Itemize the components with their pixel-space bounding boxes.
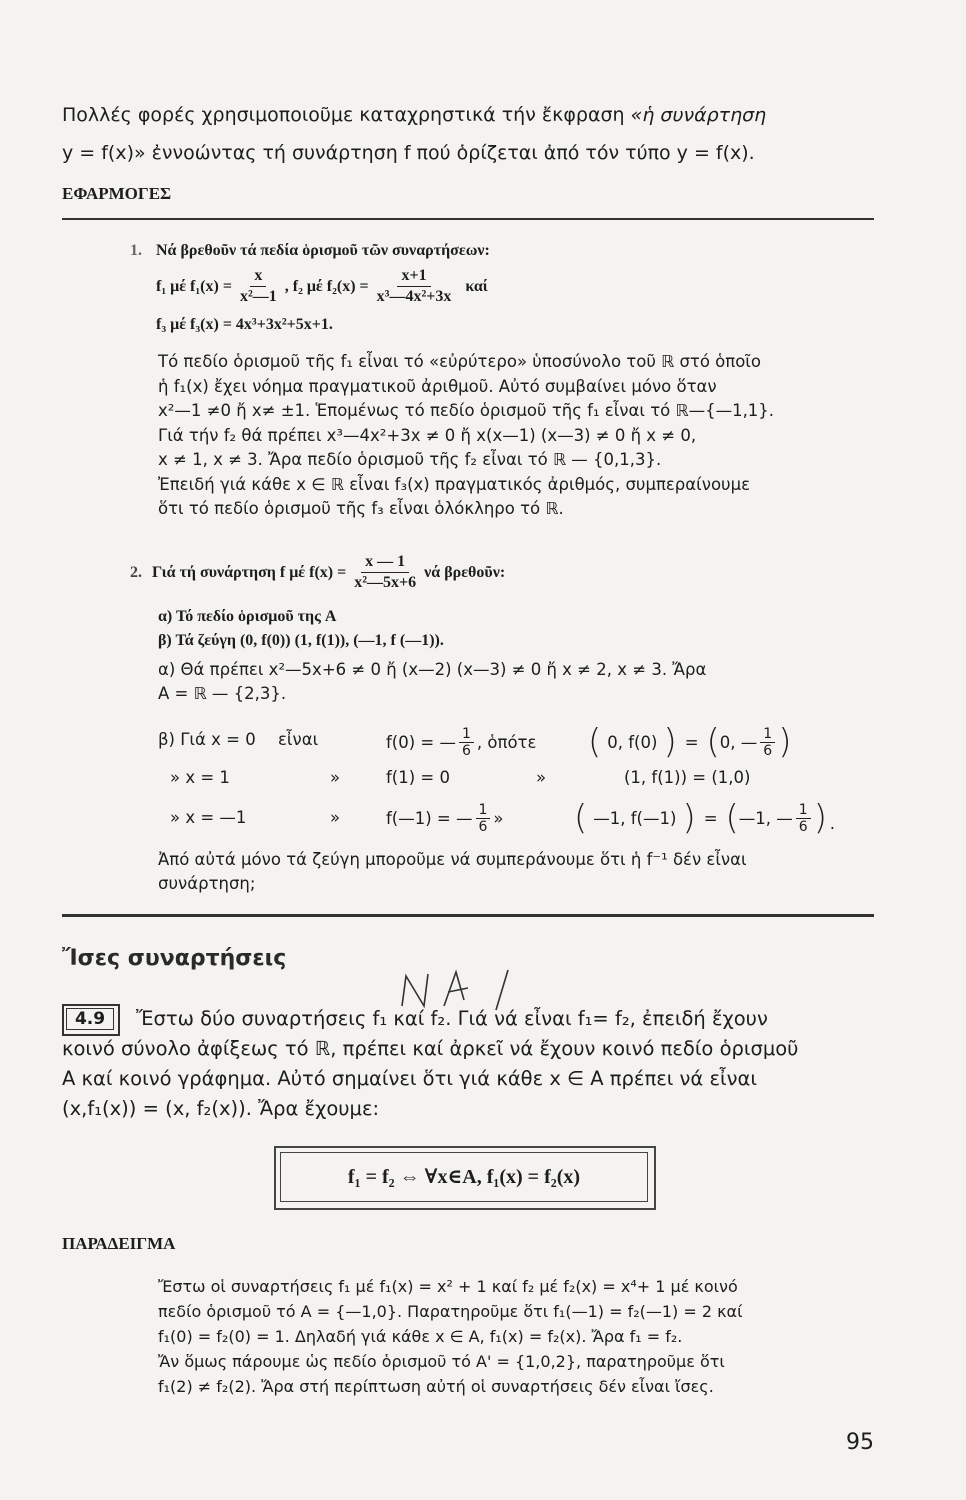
- right-paren-icon: ): [663, 722, 677, 762]
- row3-col1: » x = —1: [170, 808, 247, 827]
- solution-b-row-2: [170, 768, 874, 792]
- ex1-body-line: Γιά τήν f₂ θά πρέπει x³—4x²+3x ≠ 0 ἤ x(x—1) (x—3) ≠ 0 ἤ x ≠ 0,: [158, 425, 697, 445]
- row3-fraction: [476, 802, 491, 835]
- row1-col2: εἶναι: [278, 730, 319, 749]
- row2-col1: » x = 1: [170, 768, 230, 787]
- row3-pair-denominator: 6: [798, 818, 808, 835]
- ex1-body-line: x ≠ 1, x ≠ 3. Ἄρα πεδίο ὁρισμοῦ τῆς f₂ εἶναι τό ℝ — {0,1,3}.: [158, 450, 662, 469]
- solution-a-line-2: A = ℝ — {2,3}.: [158, 684, 287, 703]
- left-paren-icon: (: [588, 722, 602, 762]
- ex1-number: 1.: [130, 242, 142, 259]
- example-body: [158, 1274, 874, 1399]
- ex1-body-line: Τό πεδίο ὁρισμοῦ τῆς f₁ εἶναι τό «εὐρύτερο» ὑποσύνολο τοῦ ℝ στό ὁποῖο: [158, 352, 761, 371]
- ex2-number: 2.: [130, 563, 142, 581]
- f2-numerator: x+1: [397, 266, 430, 287]
- row1-pair-numerator: 1: [760, 726, 775, 743]
- solution-b-row-1: [158, 722, 874, 766]
- f1-prefix: f₁ μέ f₁(x) =: [156, 277, 232, 295]
- ex2-solution-a: [158, 658, 874, 706]
- ex2-title: [130, 552, 505, 593]
- section-line: κοινό σύνολο ἀφίξεως τό ℝ, πρέπει καί ἀρκεῖ νά ἔχουν κοινό πεδίο ὁρισμοῦ: [62, 1037, 799, 1060]
- page-number: 95: [846, 1430, 874, 1455]
- equality-formula-box: [274, 1146, 656, 1210]
- right-paren-icon: ): [778, 722, 792, 762]
- row3-pair-value: —1, —: [738, 808, 793, 828]
- row1-pair: [588, 722, 791, 762]
- row1-fraction-numerator: 1: [459, 726, 474, 743]
- row2-col3: f(1) = 0: [386, 768, 450, 787]
- row3-fraction-numerator: 1: [476, 802, 491, 819]
- left-paren-icon: (: [706, 722, 720, 762]
- right-paren-icon: ): [682, 798, 696, 838]
- conclusion-line-2: συνάρτηση;: [158, 874, 256, 893]
- ex1-body-line: Ἐπειδή γιά κάθε x ∈ ℝ εἶναι f₃(x) πραγματικός ἀριθμός, συμπεραίνουμε: [158, 474, 751, 494]
- row1-pair-inner: 0, f(0): [607, 732, 658, 752]
- solution-a-line-1: α) Θά πρέπει x²—5x+6 ≠ 0 ἤ (x—2) (x—3) ≠ 0 ἤ x ≠ 2, x ≠ 3. Ἄρα: [158, 660, 707, 679]
- section-rule: [62, 914, 874, 917]
- row2-col4: »: [536, 768, 547, 787]
- row3-pair-inner: —1, f(—1): [593, 808, 677, 828]
- row1-fraction-denominator: 6: [462, 742, 471, 759]
- ex1-body-line: ἡ f₁(x) ἔχει νόημα πραγματικοῦ ἀριθμοῦ. Αὐτό συμβαίνει μόνο ὅταν: [158, 376, 717, 396]
- f2-denominator: x³—4x²+3x: [376, 288, 452, 305]
- heading-rule: [62, 218, 874, 220]
- ex2-title-a: Γιά τή συνάρτηση f μέ f(x) =: [152, 563, 347, 581]
- section-line: (x,f₁(x)) = (x, f₂(x)). Ἄρα ἔχουμε:: [62, 1097, 380, 1120]
- right-paren-icon: ).: [813, 798, 838, 838]
- row2-col5: (1, f(1)) = (1,0): [624, 768, 751, 787]
- section-number: 4.9: [66, 1008, 114, 1030]
- row1-fraction: [459, 726, 474, 759]
- example-line: f₁(2) ≠ f₂(2). Ἄρα στή περίπτωση αὐτή οἱ συναρτήσεις δέν εἶναι ἴσες.: [158, 1377, 714, 1396]
- intro-line-2: y = f(x)» ἐννοώντας τή συνάρτηση f πού ὁρίζεται ἀπό τόν τύπο y = f(x).: [62, 142, 755, 164]
- example-line: πεδίο ὁρισμοῦ τό A = {—1,0}. Παρατηροῦμε ὅτι f₁(—1) = f₂(—1) = 2 καί: [158, 1302, 743, 1321]
- row1-pair-fraction: [760, 726, 775, 759]
- row3-col2: »: [330, 808, 341, 827]
- example-line: Ἄν ὅμως πάρουμε ὡς πεδίο ὁρισμοῦ τό A' = {1,0,2}, παρατηροῦμε ὅτι: [158, 1352, 725, 1371]
- f3-definition: f₃ μέ f₃(x) = 4x³+3x²+5x+1.: [156, 316, 333, 333]
- row1-pair-value: 0, —: [719, 732, 758, 752]
- f1-fraction: [236, 266, 281, 307]
- ex2-numerator: x — 1: [361, 552, 409, 573]
- f1-denominator: x²—1: [239, 288, 277, 305]
- row3-pair-fraction: [796, 802, 811, 835]
- ex2-fraction: [350, 552, 420, 593]
- ex1-functions: [156, 266, 488, 307]
- ex2-title-b: νά βρεθοῦν:: [424, 563, 506, 581]
- row2-col2: »: [330, 768, 341, 787]
- ex1-body-line: ὅτι τό πεδίο ὁρισμοῦ τῆς f₃ εἶναι ὁλόκληρο τό ℝ.: [158, 499, 564, 518]
- left-paren-icon: (: [725, 798, 739, 838]
- row3-col4: »: [493, 808, 504, 828]
- intro-line-1: [62, 102, 874, 128]
- f2-prefix: , f₂ μέ f₂(x) =: [284, 277, 369, 295]
- row1-pair-denominator: 6: [763, 742, 773, 759]
- row3-col3: [386, 798, 504, 838]
- ex2-item-b: β) Τά ζεύγη (0, f(0)) (1, f(1)), (—1, f (—1)).: [158, 632, 444, 649]
- handwriting-text: N A/: [398, 966, 401, 967]
- f2-fraction: [373, 266, 456, 307]
- conclusion-line-1: Ἀπό αὐτά μόνο τά ζεύγη μποροῦμε νά συμπεράνουμε ὅτι ἡ f⁻¹ δέν εἶναι: [158, 850, 747, 869]
- f1-numerator: x: [250, 266, 266, 287]
- row3-pair: [574, 798, 838, 838]
- example-line: Ἔστω οἱ συναρτήσεις f₁ μέ f₁(x) = x² + 1 καί f₂ μέ f₂(x) = x⁴+ 1 μέ κοινό: [158, 1277, 738, 1296]
- section-title: Ἴσες συναρτήσεις: [62, 946, 287, 971]
- solution-b-row-3: [170, 796, 874, 840]
- ex1-body: [158, 350, 874, 522]
- section-body: [62, 1004, 874, 1124]
- and-word: καί: [465, 277, 488, 295]
- ex2-item-a: α) Τό πεδίο ὁρισμοῦ της A: [158, 608, 337, 625]
- row1-col1: β) Γιά x = 0: [158, 730, 256, 749]
- row3-f-minus1: f(—1) = —: [386, 808, 473, 828]
- intro-line-1-text: Πολλές φορές χρησιμοποιοῦμε καταχρηστικά τήν ἔκφραση: [62, 104, 625, 126]
- ex2-conclusion: [158, 848, 874, 896]
- equals-sign: =: [703, 808, 718, 828]
- section-line: Ἔστω δύο συναρτήσεις f₁ καί f₂. Γιά νά εἶναι f₁= f₂, ἐπειδή ἔχουν: [136, 1007, 768, 1030]
- left-paren-icon: (: [574, 798, 588, 838]
- equality-formula: f₁ = f₂ ⇔ ∀x∈A, f₁(x) = f₂(x): [280, 1152, 648, 1202]
- applications-heading: ΕΦΑΡΜΟΓΕΣ: [62, 184, 172, 203]
- example-heading: ΠΑΡΑΔΕΙΓΜΑ: [62, 1234, 176, 1253]
- row1-col3: [386, 722, 536, 762]
- ex1-body-line: x²—1 ≠0 ἤ x≠ ±1. Ἑπομένως τό πεδίο ὁρισμοῦ τῆς f₁ εἶναι τό ℝ—{—1,1}.: [158, 401, 775, 420]
- example-line: f₁(0) = f₂(0) = 1. Δηλαδή γιά κάθε x ∈ A, f₁(x) = f₂(x). Ἄρα f₁ = f₂.: [158, 1327, 683, 1346]
- row1-hence: , ὁπότε: [476, 732, 537, 752]
- section-line: A καί κοινό γράφημα. Αὐτό σημαίνει ὅτι γιά κάθε x ∈ A πρέπει νά εἶναι: [62, 1067, 757, 1090]
- row1-f0: f(0) = —: [386, 732, 456, 752]
- intro-line-1-quote: «ἡ συνάρτηση: [630, 104, 767, 126]
- ex1-title: Νά βρεθοῦν τά πεδία ὁρισμοῦ τῶν συναρτήσεων:: [156, 242, 490, 259]
- row3-pair-numerator: 1: [796, 802, 811, 819]
- ex2-denominator: x²—5x+6: [354, 574, 417, 591]
- equals-sign: =: [684, 732, 699, 752]
- row3-fraction-denominator: 6: [478, 818, 488, 835]
